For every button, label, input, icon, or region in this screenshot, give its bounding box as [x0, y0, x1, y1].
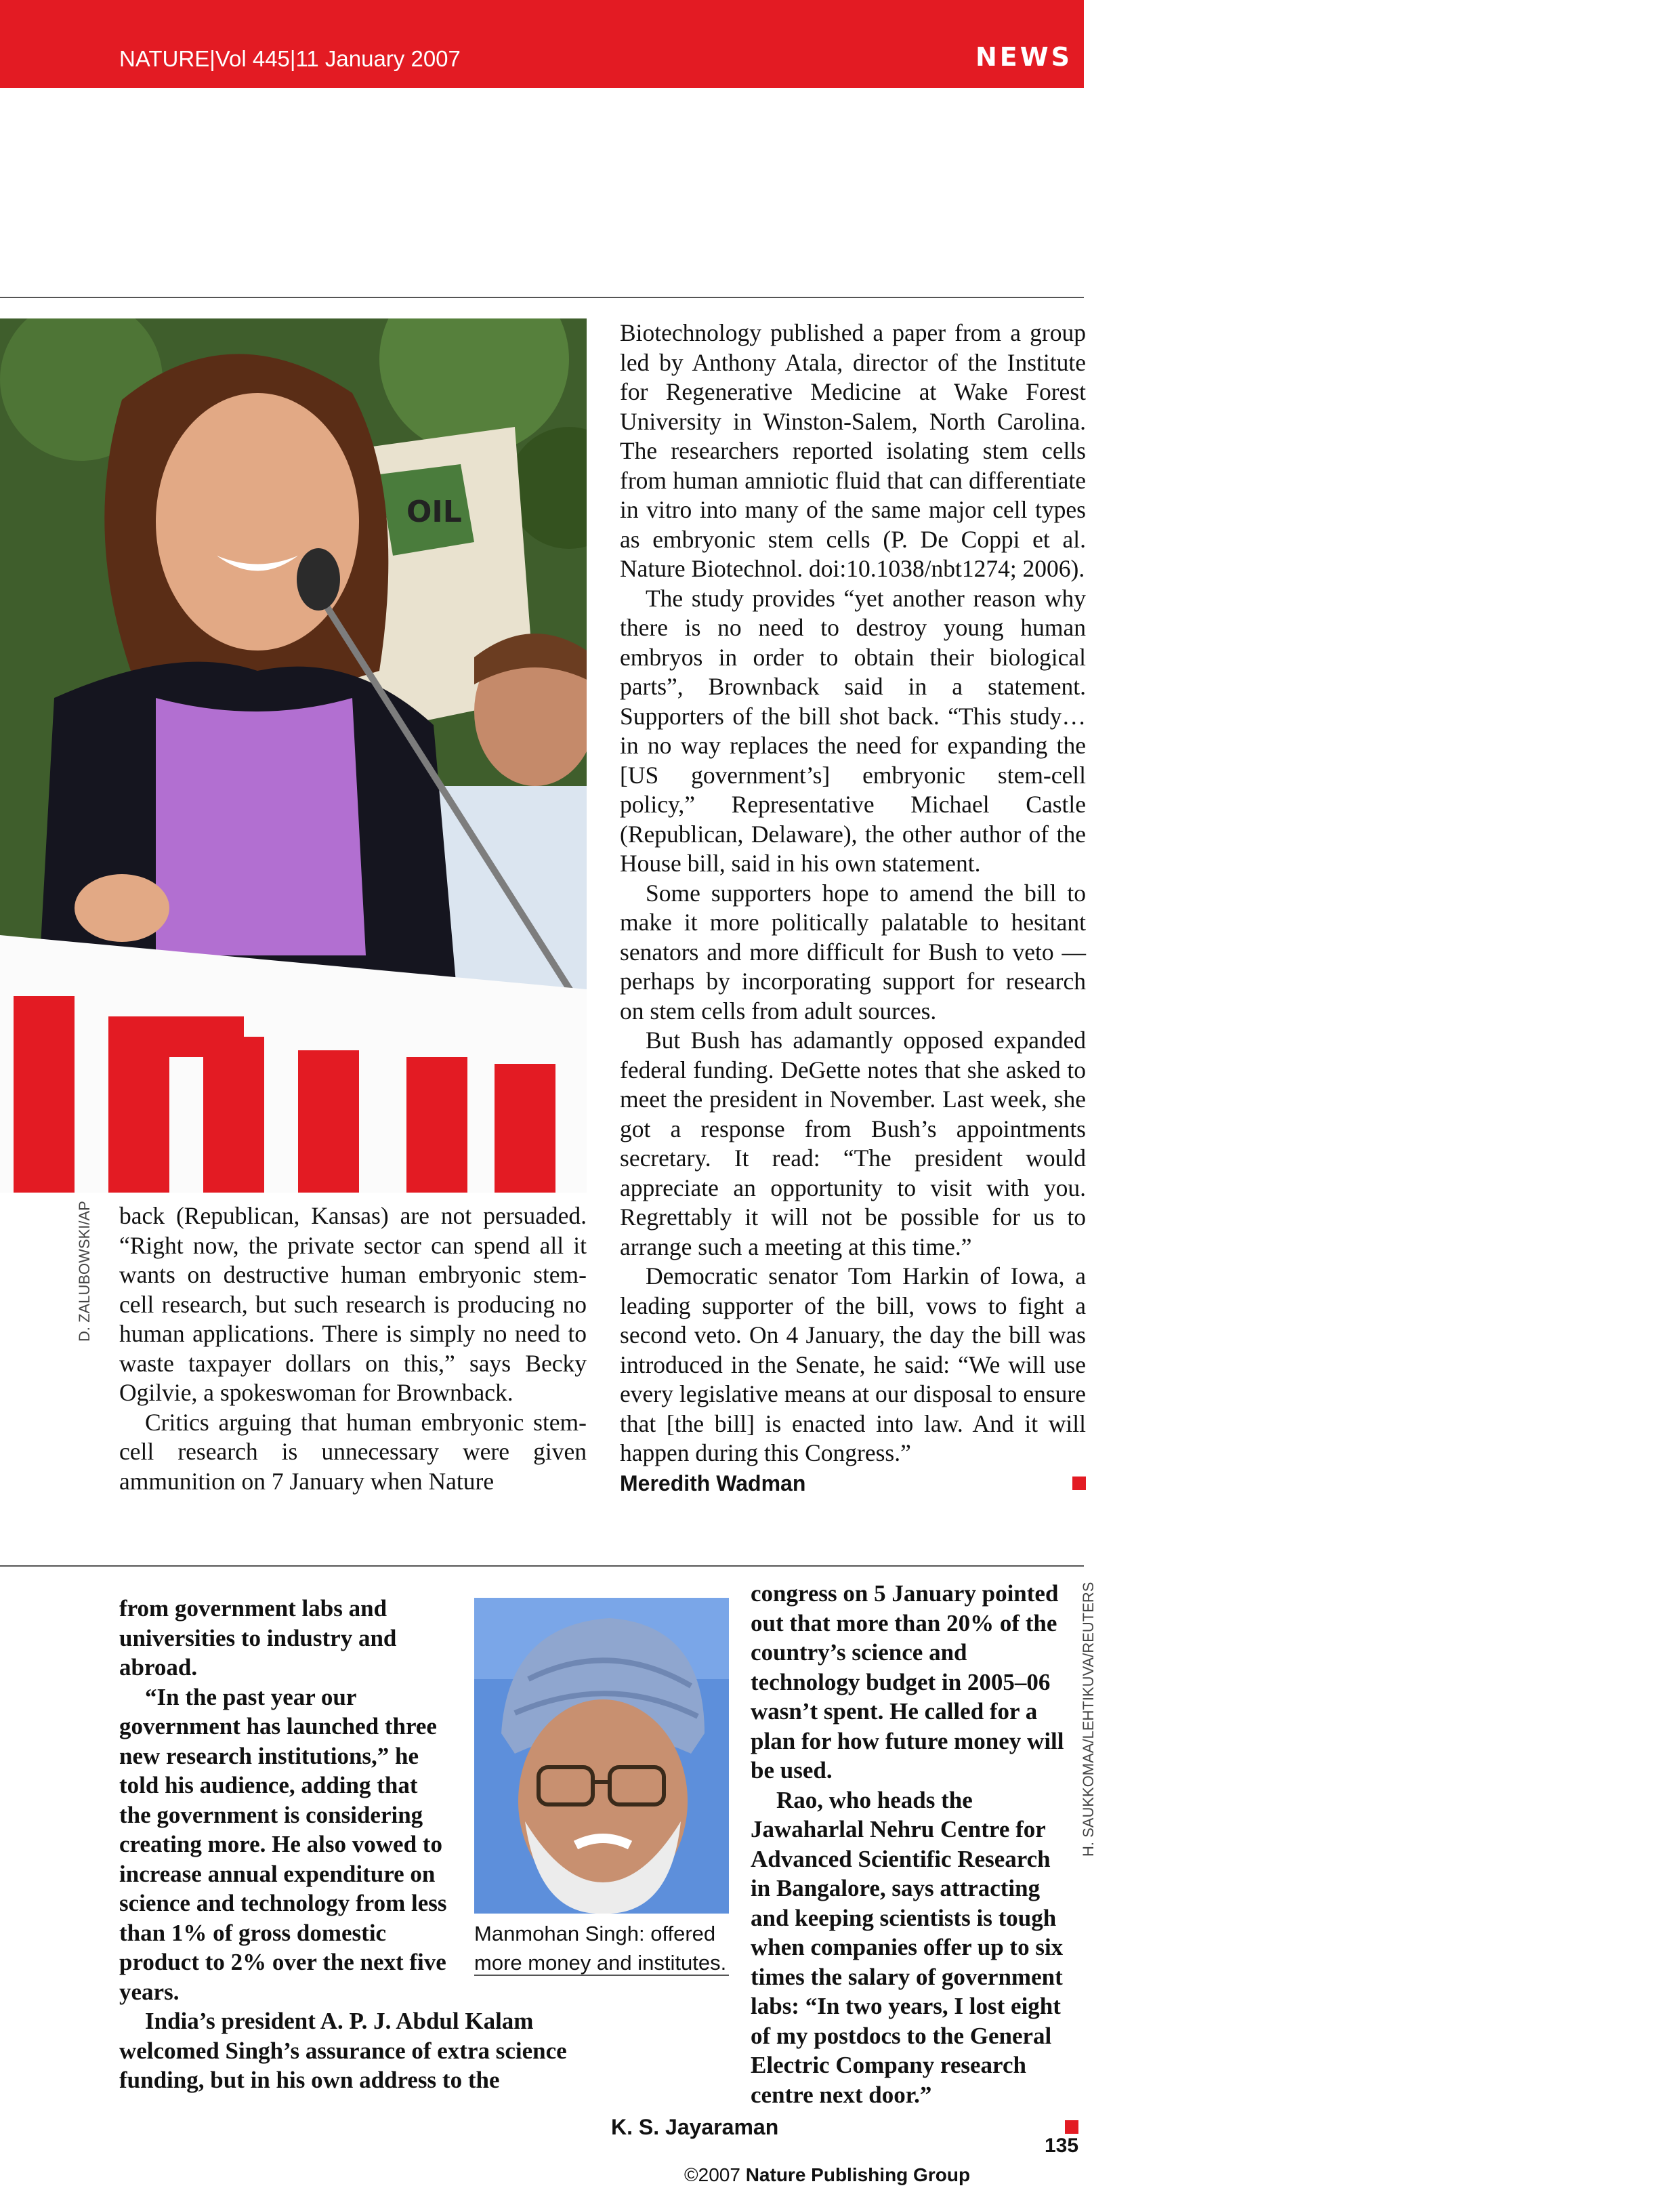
article1-paragraph: Some supporters hope to amend the bill to make it more politically palatable to hesitant senators and more difficult for Bush to veto — perhaps by incorporating support for research on stem cells from adult sources.	[620, 879, 1086, 1025]
article2-right-column	[611, 1579, 1078, 2143]
article1-right-column	[620, 318, 1086, 1498]
photo-credit-1: D. ZALUBOWSKI/AP	[76, 1201, 93, 1342]
article1-paragraph: Democratic senator Tom Harkin of Iowa, a leading supporter of the bill, vows to fight a second veto. On 4 January, the day the bill was introduced in the Senate, he said: “We will use every legislative means at our disposal to ensure that [the bill] is enacted into law. And it will happen during this Congress.”	[620, 1262, 1086, 1466]
article2-byline: K. S. Jayaraman	[611, 2115, 779, 2139]
photo-caption: Manmohan Singh: offered more money and institutes.	[474, 1922, 727, 1975]
middle-divider	[0, 1565, 1084, 1567]
placard-text: OIL	[406, 495, 462, 529]
journal-info: NATURE|Vol 445|11 January 2007	[119, 46, 461, 71]
article2-paragraph: India’s president A. P. J. Abdul Kalam welcomed Singh’s assurance of extra science funding, but in his own address to the	[119, 2008, 567, 2093]
article2-paragraph: Rao, who heads the Jawaharlal Nehru Centre for Advanced Scientific Research in Bangalore, says attracting and keeping scientists is tough when companies offer up to six times the salary of government labs: “In two years, I lost eight of my postdocs to the General Electric Company research centre next door.”	[751, 1786, 1064, 2108]
section-label: NEWS	[975, 42, 1073, 72]
article2-paragraph: “In the past year our government has launched three new research institutions,” he told his audience, adding that the government is considering creating more. He also vowed to increase annual expenditure on science and technology from less than 1% of gross domestic product to 2% over the next five years.	[119, 1683, 447, 2005]
end-of-article-mark	[1072, 1477, 1086, 1490]
article1-paragraph: The study provides “yet another reason why there is no need to destroy young human embryos in order to obtain their biological parts”, Brownback said in a statement. Supporters of the bill shot back. “This study…in no way replaces the need for expanding the [US government’s] embryonic stem-cell policy,” Representative Michael Castle (Republican, Delaware), the other author of the House bill, said in his own statement.	[620, 584, 1086, 877]
publisher-name: Nature Publishing Group	[745, 2164, 971, 2185]
end-of-article-mark	[1065, 2120, 1078, 2134]
article1-paragraph: Biotechnology published a paper from a group led by Anthony Atala, director of the Institute for Regenerative Medicine at Wake Forest University in Winston-Salem, North Carolina. The researchers reported isolating stem cells from human amniotic fluid that can differentiate in vitro into many of the same major cell types as embryonic stem cells (P. De Coppi et al. Nature Biotechnol. doi:10.1038/nbt1274; 2006).	[620, 319, 1086, 582]
header-bar	[0, 0, 1084, 88]
article1-paragraph: But Bush has adamantly opposed expanded federal funding. DeGette notes that she asked to meet the president in November. Last week, she got a response from Bush’s appointments secretary. It read: “The president would appreciate an opportunity to visit with you. Regrettably it will not be possible for us to arrange such a meeting at this time.”	[620, 1027, 1086, 1260]
article2-paragraph: congress on 5 January pointed out that more than 20% of the country’s science and technology budget in 2005–06 wasn’t spent. He called for a plan for how future money will be used.	[751, 1580, 1064, 1783]
article1-paragraph: Critics arguing that human embryonic stem-cell research is unnecessary were given ammunition on 7 January when Nature	[119, 1408, 587, 1495]
article2-paragraph: from government labs and universities to industry and abroad.	[119, 1595, 397, 1680]
article1-left-column	[119, 1201, 587, 1496]
copyright-year: ©2007	[684, 2164, 740, 2185]
article1-byline: Meredith Wadman	[620, 1470, 806, 1495]
page-number: 135	[1045, 2134, 1079, 2157]
photo-speaker-at-rally	[0, 318, 587, 1193]
copyright-line	[684, 2164, 970, 2186]
top-divider	[0, 297, 1084, 298]
article1-paragraph: back (Republican, Kansas) are not persuaded. “Right now, the private sector can spend all it wants on destructive human embryonic stem-cell research, but such research is producing no human applications. There is simply no need to waste taxpayer dollars on this,” says Becky Ogilvie, a spokeswoman for Brownback.	[119, 1202, 587, 1406]
photo-credit-2: H. SAUKKOMAA/LEHTIKUVA/REUTERS	[1080, 1582, 1097, 1857]
